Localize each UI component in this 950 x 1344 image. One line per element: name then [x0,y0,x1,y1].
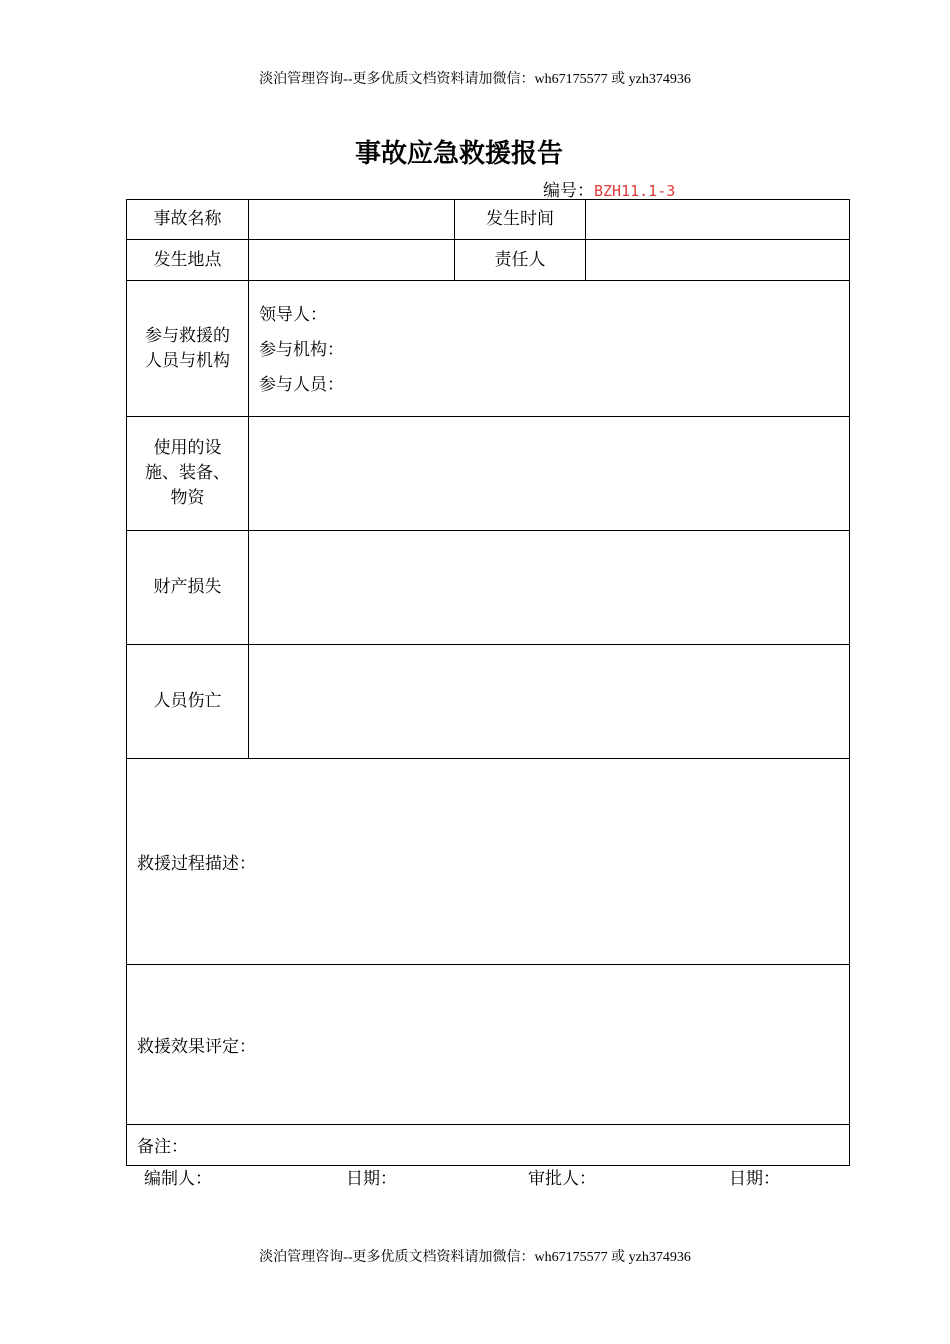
document-code [543,176,675,201]
effect-eval-field[interactable] [127,965,850,1125]
report-form-table [126,199,850,1166]
table-row [127,965,850,1125]
accident-name-field[interactable] [249,200,455,240]
property-loss-label: 财产损失 [127,531,249,645]
signature-row [126,1167,849,1191]
property-loss-field[interactable] [249,531,850,645]
institutions-label: 参与机构： [259,340,344,360]
table-row [127,759,850,965]
process-desc-label: 救援过程描述： [137,853,256,874]
table-row [127,531,850,645]
casualties-label: 人员伤亡 [127,645,249,759]
responsible-label: 责任人 [455,240,586,281]
responsible-field[interactable] [586,240,850,281]
table-row [127,417,850,531]
page-title: 事故应急救援报告 [354,139,563,169]
rescuers-label [127,281,249,417]
date-label: 日期： [729,1169,780,1189]
table-row [127,281,850,417]
equipment-label-line: 使用的设 [153,438,222,458]
table-row [127,200,850,240]
code-label: 编号： [543,181,594,201]
accident-name-label: 事故名称 [127,200,249,240]
process-desc-field[interactable] [127,759,850,965]
compiler-label: 编制人： [144,1169,212,1189]
equipment-field[interactable] [249,417,850,531]
occur-time-label: 发生时间 [455,200,586,240]
leader-label: 领导人： [259,305,327,325]
casualties-field[interactable] [249,645,850,759]
rescuers-label-line: 参与救援的 [145,325,230,346]
approver-label: 审批人： [528,1169,596,1189]
occur-time-field[interactable] [586,200,850,240]
occur-place-label: 发生地点 [127,240,249,281]
occur-place-field[interactable] [249,240,455,281]
remarks-label: 备注： [137,1137,188,1157]
equipment-label-line: 施、装备、 [145,463,230,483]
code-value: BZH11.1-3 [594,182,676,200]
rescuers-field[interactable] [249,281,850,417]
effect-eval-label: 救援效果评定： [137,1036,256,1057]
equipment-label-line: 物资 [170,488,205,508]
rescuers-label-line: 人员与机构 [145,350,230,371]
table-row [127,645,850,759]
personnel-label: 参与人员： [259,375,344,395]
header-note: 淡泊管理咨询--更多优质文档资料请加微信：wh67175577 或 yzh374936 [259,72,691,87]
footer-note: 淡泊管理咨询--更多优质文档资料请加微信：wh67175577 或 yzh374936 [259,1250,691,1265]
table-row [127,240,850,281]
date-label: 日期： [346,1169,397,1189]
table-row [127,1125,850,1166]
remarks-field[interactable] [127,1125,850,1166]
equipment-label [127,417,249,531]
